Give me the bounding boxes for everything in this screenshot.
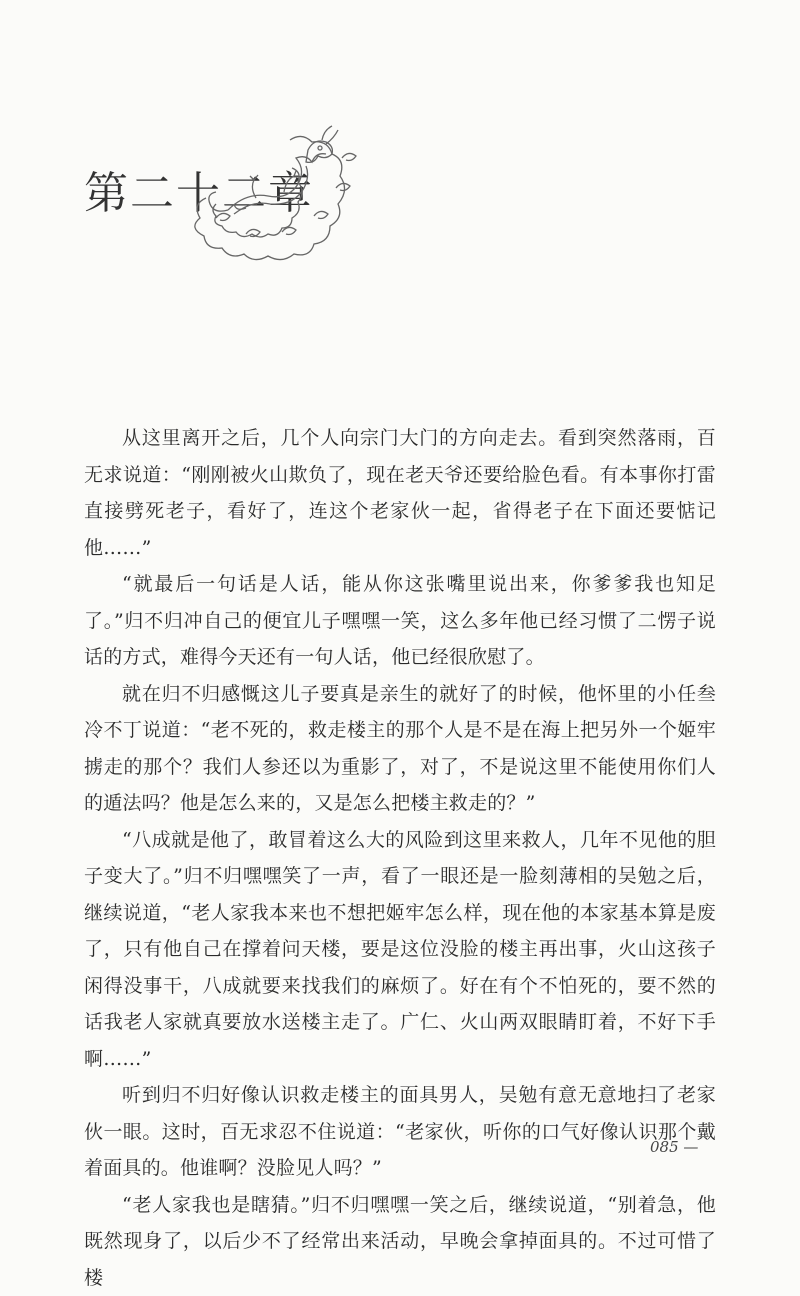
page-number: 085 — (650, 1138, 698, 1156)
paragraph: “老人家我也是瞎猜。”归不归嘿嘿一笑之后，继续说道，“别着急，他既然现身了，以后少不了经常出来活动，早晚会拿掉面具的。不过可惜了楼 (84, 1187, 716, 1296)
dragon-cloud-ornament-icon (186, 118, 381, 278)
paragraph: 听到归不归好像认识救走楼主的面具男人，吴勉有意无意地扫了老家伙一眼。这时，百无求忍不住说道：“老家伙，听你的口气好像认识那个戴着面具的。他谁啊？没脸见人吗？” (84, 1077, 716, 1187)
chapter-title: 第二十二章 (84, 157, 314, 221)
paragraph: “八成就是他了，敢冒着这么大的风险到这里来救人，几年不见他的胆子变大了。”归不归嘿嘿笑了一声，看了一眼还是一脸刻薄相的吴勉之后，继续说道，“老人家我本来也不想把姬牢怎么样，现在他的本家基本算是废了，只有他自己在撑着问天楼，要是这位没脸的楼主再出事，火山这孩子闲得没事干，八成就要来找我们的麻烦了。好在有个不怕死的，要不然的话我老人家就真要放水送楼主走了。广仁、火山两双眼睛盯着，不好下手啊……” (84, 822, 716, 1078)
paragraph: 从这里离开之后，几个人向宗门大门的方向走去。看到突然落雨，百无求说道：“刚刚被火山欺负了，现在老天爷还要给脸色看。有本事你打雷直接劈死老子，看好了，连这个老家伙一起，省得老子在下面还要惦记他……” (84, 420, 716, 566)
chapter-body (84, 420, 716, 1296)
paragraph: “就最后一句话是人话，能从你这张嘴里说出来，你爹爹我也知足了。”归不归冲自己的便宜儿子嘿嘿一笑，这么多年他已经习惯了二愣子说话的方式，难得今天还有一句人话，他已经很欣慰了。 (84, 566, 716, 676)
paragraph: 就在归不归感慨这儿子要真是亲生的就好了的时候，他怀里的小任叁冷不丁说道：“老不死的，救走楼主的那个人是不是在海上把另外一个姬牢掳走的那个？我们人参还以为重影了，对了，不是说这里不能使用你们人的遁法吗？他是怎么来的，又是怎么把楼主救走的？” (84, 676, 716, 822)
